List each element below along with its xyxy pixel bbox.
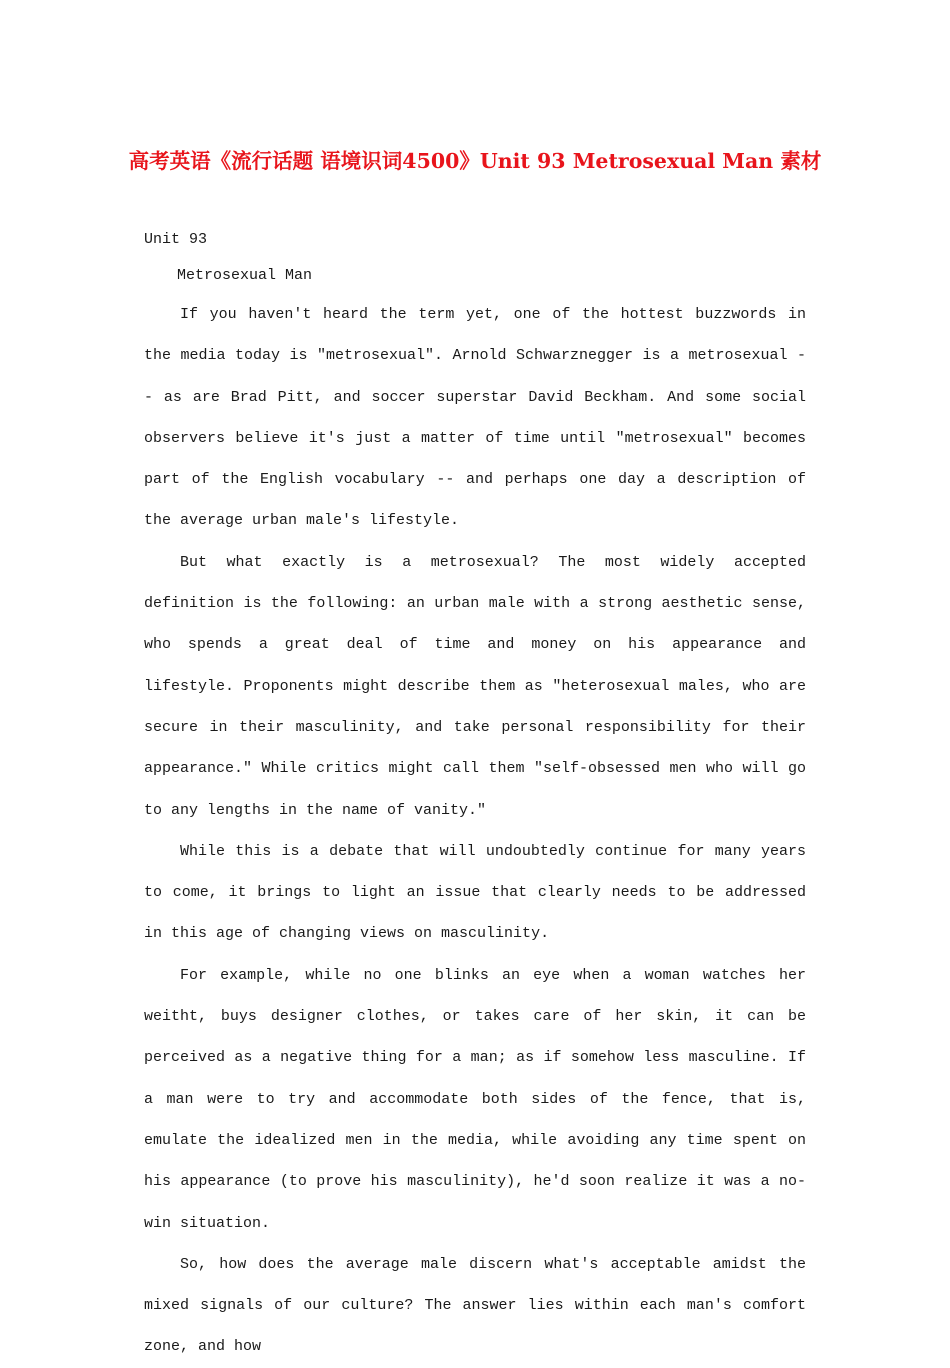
- unit-label: Unit 93: [144, 231, 208, 248]
- paragraph-3: While this is a debate that will undoubtedly continue for many years to come, it brings to light an issue that clearly needs to be addressed in this age of changing views on masculinity.: [144, 842, 806, 943]
- document-body: [144, 222, 806, 1368]
- paragraph-5: So, how does the average male discern what's acceptable amidst the mixed signals of our culture? The answer lies within each man's comfort zone, and how: [144, 1255, 806, 1356]
- article-subtitle: Metrosexual Man: [177, 267, 313, 284]
- paragraph-4: For example, while no one blinks an eye when a woman watches her weitht, buys designer clothes, or takes care of her skin, it can be perceived as a negative thing for a man; as if somehow less masculine. If a man were to try and accommodate both sides of the fence, that is, emulate the idealized men in the media, while avoiding any time spent on his appearance (to prove his masculinity), he'd soon realize it was a no-win situation.: [144, 966, 806, 1232]
- paragraph-2: But what exactly is a metrosexual? The most widely accepted definition is the following: an urban male with a strong aesthetic sense, who spends a great deal of time and money on his appearance and lifestyle. Proponents might describe them as "heterosexual males, who are secure in their masculinity, and take personal responsibility for their appearance." While critics might call them "self-obsessed men who will go to any lengths in the name of vanity.": [144, 553, 806, 819]
- document-title: 高考英语《流行话题 语境识词4500》Unit 93 Metrosexual Man 素材: [128, 149, 822, 173]
- paragraph-1: If you haven't heard the term yet, one of the hottest buzzwords in the media today is "metrosexual". Arnold Schwarznegger is a metrosexual -- as are Brad Pitt, and soccer superstar David Beckham. And some social observers believe it's just a matter of time until "metrosexual" becomes part of the English vocabulary -- and perhaps one day a description of the average urban male's lifestyle.: [144, 306, 806, 530]
